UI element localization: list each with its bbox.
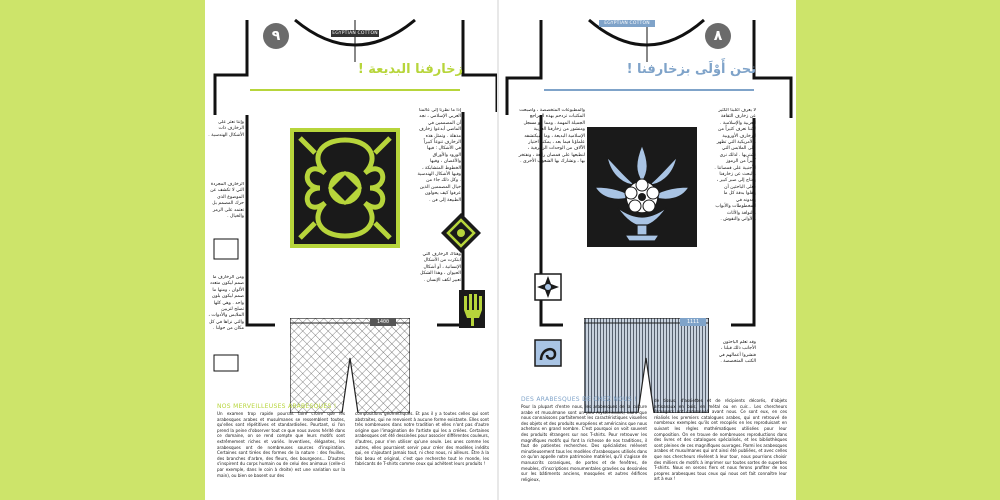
swirl-motif bbox=[533, 338, 563, 368]
arabic-column-left-a: وإننا نعثر على الزخارف ذات الأشكال الهندسية . bbox=[208, 120, 244, 138]
arabesque-flower-pattern bbox=[587, 127, 697, 247]
diamond-motif bbox=[440, 212, 482, 254]
title-underline bbox=[250, 89, 460, 92]
french-body-col2: compositions géométriques. Et pas il y a toutes celles qui sont abstraites, qui ne renvoient à aucune forme existante. Elles sont très nombreuses dans notre tradition et elles n'ont pas d'autre origine que l'imagination de l'artiste qui les a créées. Certaines arabesques ont été dessinées pour associer différentes couleurs, d'autres, pour n'en utiliser qu'une seule. Les unes comme les autres, elles pourraient servir pour créer des modèles inédits qui, en s'ajoutant jamais tout, ni chez nous, ni ailleurs. Être à la fois beau et original, c'est que recherche tout le monde, les fabricants de T-shirts comme ceux qui achètent leurs produits ! bbox=[355, 411, 489, 467]
left-page bbox=[205, 0, 501, 500]
page-number: ٩ bbox=[263, 23, 289, 49]
size-tag: 1400 bbox=[370, 318, 396, 326]
french-body-col1: Pour la plupart d'entre nous, les arabesques de la culture arabe et musulmane sont un peu mystérieuses, alors que nous connaissons parfaitement les caractéristiques visuelles des objets et des produits européens et américains que nous achetons en grand nombre. C'est pourquoi on voit souvent des produits étrangers sur nos T-shirts. Pour retrouver les magnifiques motifs qui font la richesse de nos traditions, il faut de patientes recherches. Des spécialistes relèvent minutieusement tous les modèles d'arabesques utilisés dans ce qu'on appelle notre patrimoine matériel, qu'il s'agisse de manuscrits coraniques, de portes et de fenêtres, de meubles, d'inscriptions monumentales gravées ou dessinées sur les bâtiments anciens, mosquées et autres édifices religieux, bbox=[521, 404, 647, 482]
egyptian-cotton-label: EGYPTIAN COTTON bbox=[332, 31, 378, 36]
arabic-column-left-b: الزخارف المجردة التي لا تكشف عن الموضوع الذي حرك المصمم بل تعتمد على الرمز والخيال . bbox=[210, 182, 244, 220]
page-title: نحن أَوْلَى بزخارفنا ! bbox=[626, 62, 756, 77]
side-box-2 bbox=[213, 354, 239, 372]
side-box bbox=[213, 238, 239, 260]
arabic-column-middle: والمطبوعات المتخصصة ، وأصبحت المكتبات تزدحم بهذه المراجع الجميلة المهمة . ومما هو مسجل ومنشور من زخارفنا العربية الإسلامية البديعة ، وما سيكتشفه علماؤنا فيما بعد ، يمكننا اختيار الآلاف من الوحدات الزخرفية ، لنطبعها على قمصان رائعة ، ونفتخر بها ، ونشارك بها الشعوب الأخرى . bbox=[518, 108, 585, 165]
right-page bbox=[499, 0, 796, 500]
page-number: ٨ bbox=[705, 23, 731, 49]
egyptian-cotton-label: EGYPTIAN COTTON bbox=[599, 20, 655, 27]
title-underline bbox=[544, 89, 754, 92]
arabic-column-right: إذا ما نظرنا إلى عالمنا العربي الإسلامي ، نجد أن المصممين في الماضي أبدعوا زخارف مذهلة . وتمثل هذه الزخارف تنوعاً كبيراً في الأشكال : فيها الورود والأوراق والأغصان ، وفيها الخطوط المتشابكة ، وفيها الأشكال الهندسية . وكل ذلك جاء من خيال المصممين الذين عرفوا كيف يحولون الطبيعة إلى فن . bbox=[417, 108, 461, 203]
star-motif bbox=[533, 272, 563, 302]
arabic-column-right: لا يعرف أغلبنا الكثير عن زخارف الثقافة العربية والإسلامية . لكننا نعرف كثيراً من الزخارف الأوروبية والأمريكية التي تظهر على الملابس التي نشتريها . لذلك نرى كثيراً من الرموز الأجنبية على قمصاننا . والبحث عن زخارفنا يحتاج إلى صبر كبير ، فعلى الباحثين أن ينقلوا بدقة كل ما يجدونه في المخطوطات والأبواب والنوافذ والأثاث والأواني والنقوش . bbox=[714, 108, 756, 222]
french-heading: NOS MERVEILLEUSES ARABESQUES ! bbox=[217, 403, 337, 410]
arabesque-knot-pattern bbox=[290, 128, 400, 248]
arabic-footnote: وقد تعلم الباحثون الأجانب ذلك قبلنا ، فنشروا أعمالهم في الكتب المتخصصة . bbox=[718, 340, 756, 365]
french-body-col1: Un examen trop rapide pourrait faire croire que les arabesques arabes et musulmanes se ressemblent toutes, qu'elles sont répétitives et standardisées. Pourtant, si l'on prend la peine d'observer tout ce que nous avons hérité dans ce domaine, on se rend compte que leurs motifs sont extrêmement riches et variés. Inventives, élégantes, les arabesques ont de nombreuses sources d'inspiration. Certaines sont tirées des formes de la nature : des feuilles, des branches d'arbre, des fleurs, des bourgeons... D'autres s'inspirent du corps humain ou de celui des animaux (celle-ci par exemple, dans le coin à droite) est une variation sur la main), ou bien se basent sur des bbox=[217, 411, 345, 478]
hand-caption: وهناك الزخارف التي ابتكرت من الأشكال الإنسانية ، أو أشكال الحيوان ، وهذا الشكل تعبير لكف الإنسان . bbox=[419, 252, 461, 283]
french-heading: DES ARABESQUES DE CHEZ NOUS ! bbox=[521, 396, 637, 403]
page-title: زخارفنا البديعة ! bbox=[357, 62, 463, 77]
french-body-col2: de tissus, d'assiettes et de récipients décorés, d'objets artisanaux en bois, en métal ou en cuir... Les chercheurs étrangers ont commencé avant nous. Ce sont eux, en ces réalisés les premiers catalogues arabes, qui ont retrouvé de nombreux exemples qu'ils ont recopiés en les reproduisant en suivant les règles mathématiques utilisées pour leur composition. On en trouve de nombreuses reproductions dans des livres et des catalogues spécialisés, et les bibliothèques sont pleines de ces magnifiques ouvrages. Parmi les arabesques arabes et musulmanes qui ont ainsi été publiées, et avec celles que nos chercheurs révèlent à leur tour, nous pourrions choisir des milliers de motifs à imprimer sur toutes sortes de superbes T-shirts. Nous en serons fiers et nous ferons profiter de nos propres arabesques tous ceux qui nous ont fait connaître leur art à eux ! bbox=[654, 398, 787, 482]
hand-motif bbox=[459, 290, 485, 328]
arabic-column-left-c: ومن الزخارف ما صمم ليكون متعدد الألوان ، ومنها ما صمم ليكون بلون واحد . وهي كلها تصلح لتزيين الملابس والأدوات ، والتي نراها في كل مكان من حولنا . bbox=[208, 275, 244, 332]
size-tag: 1111 bbox=[680, 318, 706, 326]
trousers-illustration bbox=[290, 318, 410, 413]
